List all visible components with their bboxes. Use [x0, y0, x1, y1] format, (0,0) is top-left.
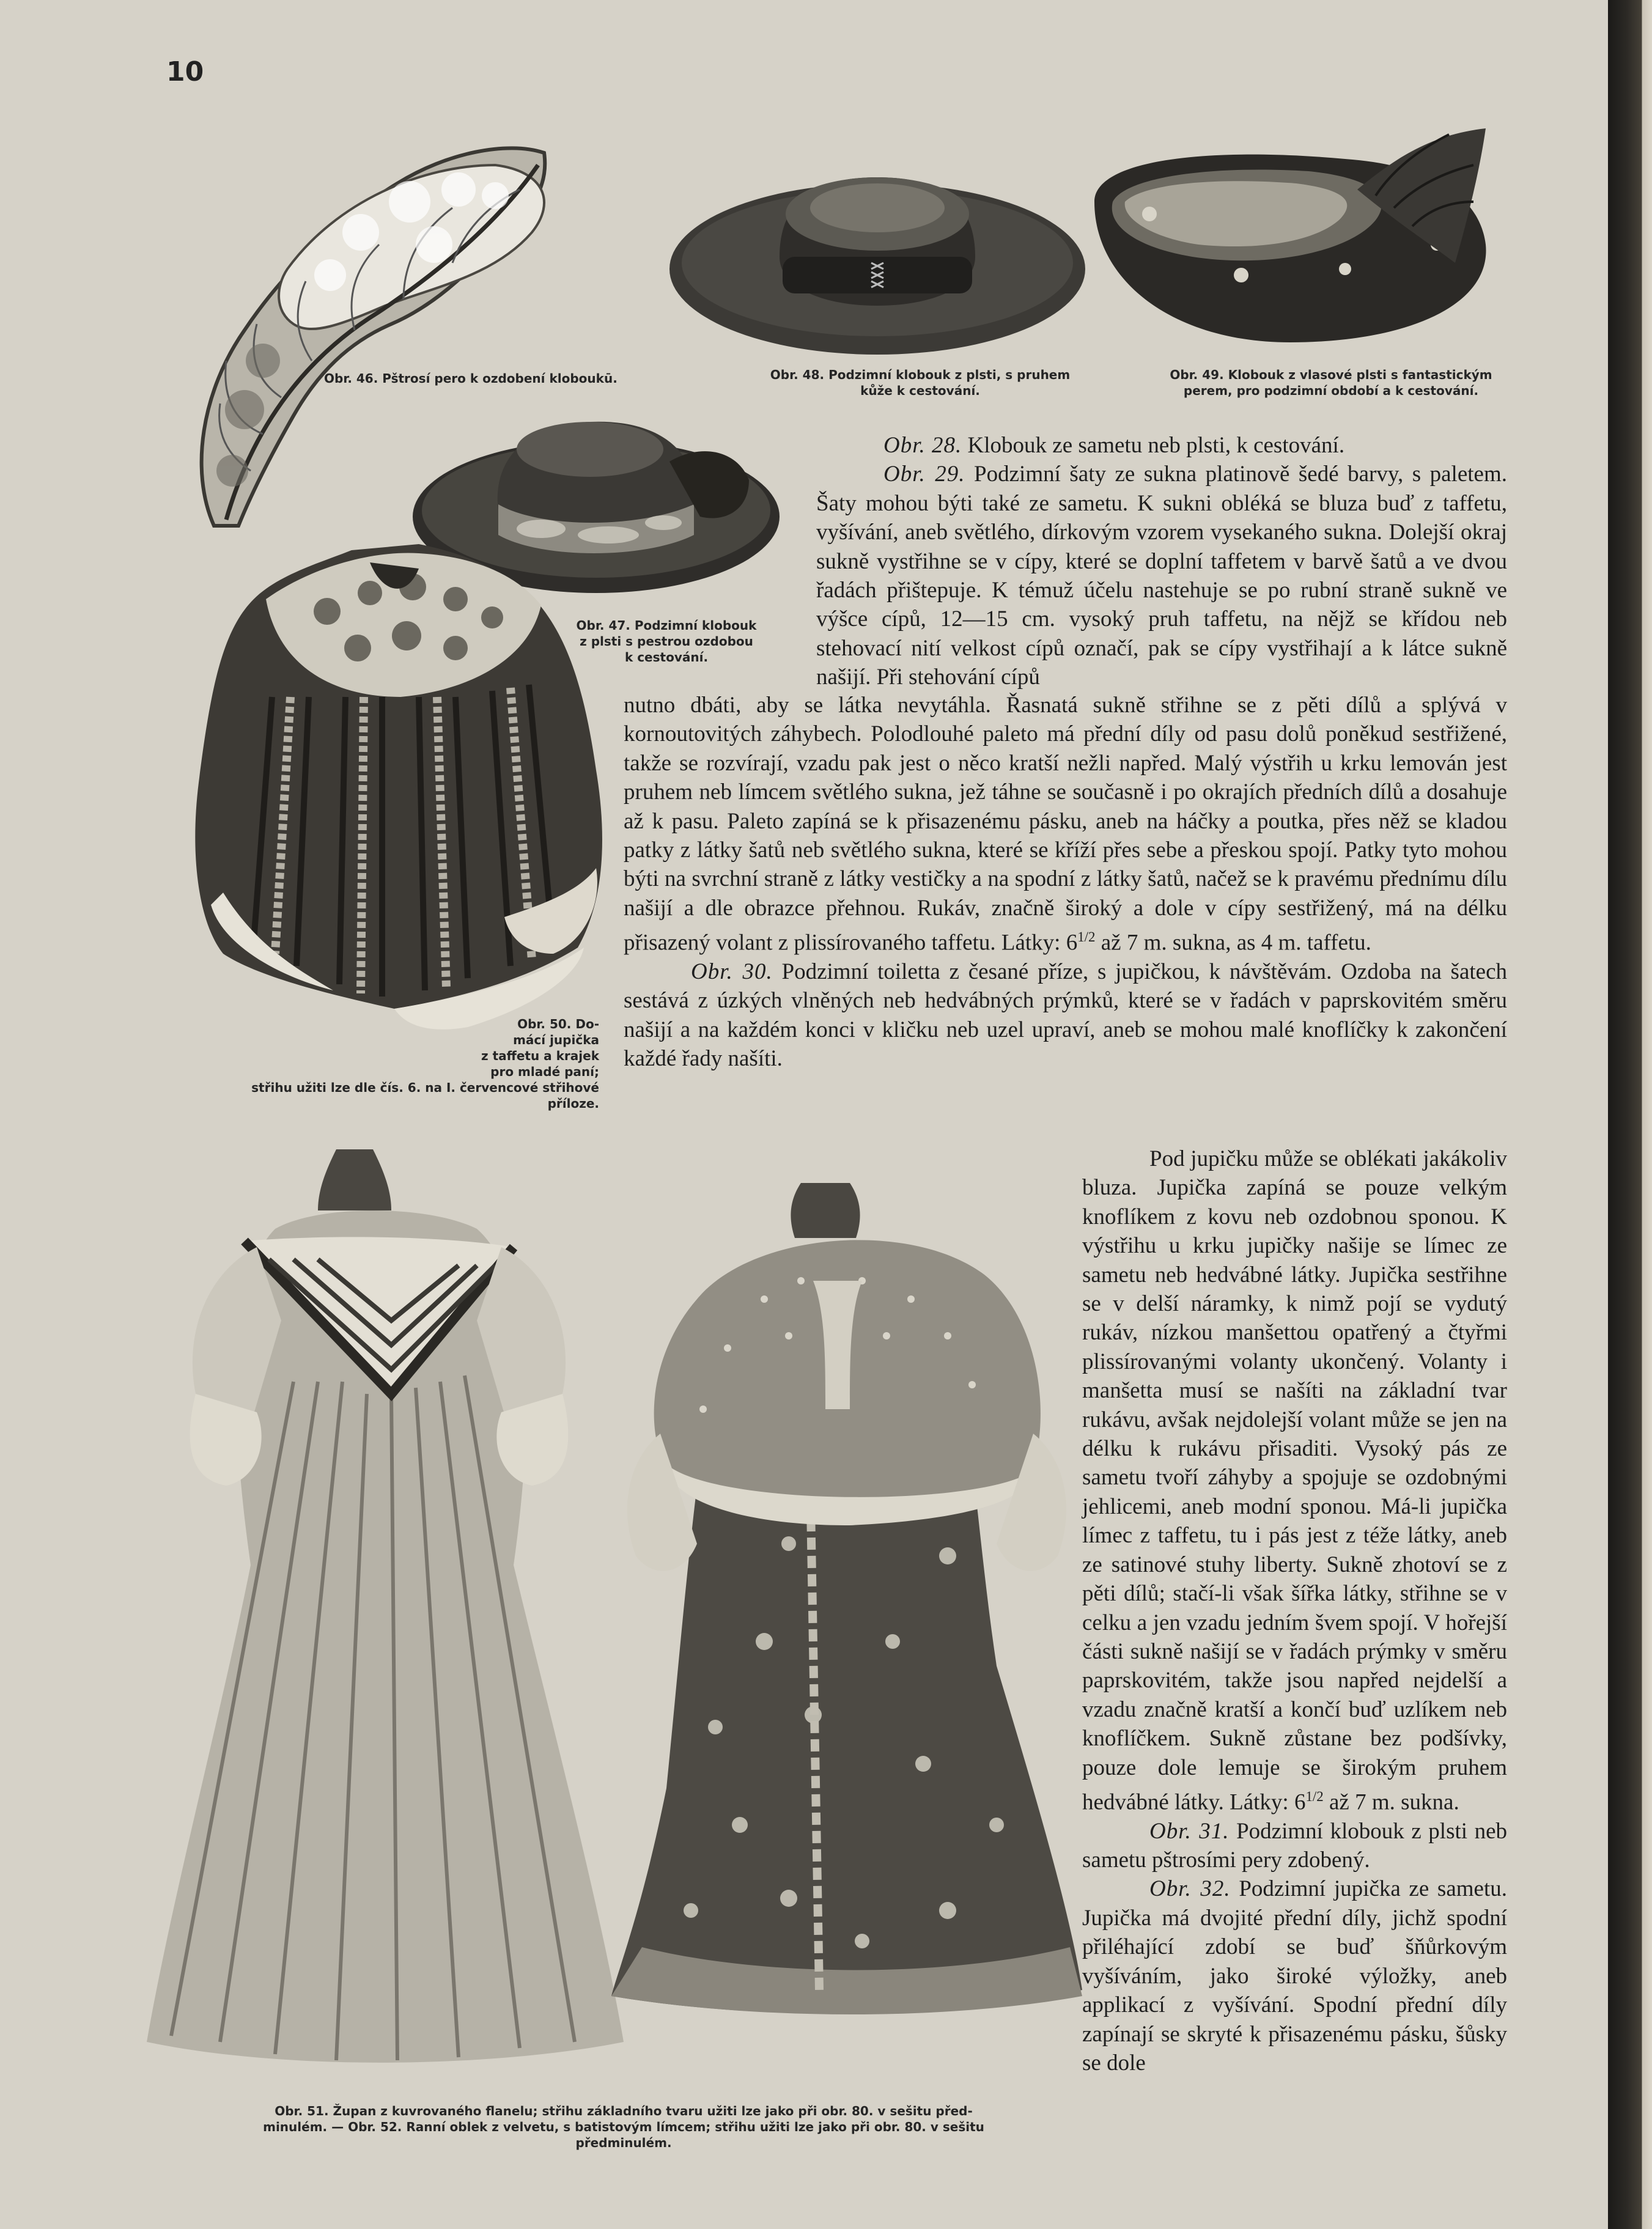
lace-cape-illustration	[186, 526, 608, 1039]
paragraph-fig28: Klobouk ze sametu neb plsti, k cestování.	[967, 433, 1345, 458]
paragraph-fig31: Podzimní klobouk z plsti neb sametu pštrosími pery zdobený.	[1082, 1818, 1507, 1873]
felt-hat-feather-illustration	[1088, 122, 1504, 361]
paragraph-fig30: Podzimní toiletta z česané příze, s jupičkou, k návštěvám. Ozdoba na šatech sestává z úzkých vlněných neb hedvábných prýmků, které se v řadách v paprskovitém směru našijí a na každém konci v kličku neb uzel upraví, aneb se mohou malé knoflíčky k zakončení každé řady našíti.	[624, 959, 1507, 1072]
text-narrow-column	[1082, 1144, 1507, 2077]
text-wide-block	[624, 691, 1507, 1074]
fig-ref-28: Obr. 28.	[883, 433, 962, 458]
caption-fig48: Obr. 48. Podzimní klobouk z plsti, s pruhem kůže k cestování.	[770, 367, 1071, 398]
paragraph-fig30-continued: Pod jupičku může se oblékati jakákoliv bluza. Jupička zapíná se pouze velkým knoflíkem z kovu neb ozdobnou sponou. K výstřihu u krku jupičky našije se límec ze sametu neb hedvábné látky. Jupička sestřihne se v delší náramky, k nimž pojí se vydutý rukáv, nízkou manšettou opatřený a čtyřmi plissírovanými volanty ukončený. Volanty i manšetta musí se našíti na základní tvar rukávu, avšak nejdolejší volant může se jen na délku k rukávu přisaditi. Vysoký pás ze sametu tvoří záhyby a spojuje se ozdobnými jehlicemi, aneb modní sponou. Má-li jupička límec z taffetu, tu i pás jest z téže látky, aneb ze satinové stuhy liberty. Sukně zhotoví se z pěti dílů; stačí-li však šířka látky, střihne se v celku a jen vzadu jedním švem spojí. V hořejší části sukně našijí se v řadách prýmky v směru paprskovitém, takže jsou napřed nejdelší a vzadu značně kratší a končí buď uzlíkem neb knoflíčkem. Sukně zůstane bez podšívky, pouze dole lemuje se širokým pruhem hedvábné látky. Látky:	[1082, 1146, 1507, 1815]
fraction-30: 1/2	[1305, 1788, 1324, 1804]
fraction-whole-30: 6	[1294, 1789, 1306, 1815]
fraction-29: 1/2	[1077, 929, 1096, 945]
text-column-top	[816, 431, 1507, 692]
paragraph-fig32: Podzimní jupička ze sametu. Jupička má dvojité přední díly, jichž spodní přiléhající zdobí se buď šňůrkovým vyšíváním, jako široké výložky, aneb applikací z vyšívání. Spodní přední díly zapínají se skryté k přisazenému pásku, šůsky se dole	[1082, 1876, 1507, 2076]
caption-fig50: Obr. 50. Do- mácí jupička z taffetu a krajek pro mladé paní; střihu užiti lze dle čís. 6. na I. červencové střihové příloze.	[251, 1017, 599, 1111]
fig-ref-30: Obr. 30.	[691, 959, 773, 984]
paragraph-fig30-end: až 7 m. sukna.	[1323, 1789, 1459, 1815]
paragraph-fig29-end: až 7 m. sukna, as 4 m. taffetu.	[1095, 930, 1371, 956]
caption-fig51-52: Obr. 51. Župan z kuvrovaného flanelu; střihu základního tvaru užiti lze jako při obr. 80. v sešitu před- minulém. — Obr. 52. Ranní oblek z velvetu, s batistovým límcem; střihu užiti lze jako při obr. 80. v sešitu předminulém.	[263, 2104, 984, 2150]
dressing-gown-illustration	[135, 1137, 636, 2072]
paragraph-fig29: Podzimní šaty ze sukna platinově šedé barvy, s paletem. Šaty mohou býti také ze sametu. K sukni obléká se bluza buď z taffetu, vyšívání, aneb světlého, dírkovým vzorem vysekaného sukna. Dolejší okraj sukně vystřihne se v cípy, které se doplní taffetem v barvě šatů a ve dvou řadách přištepuje. K témuž účelu nastehuje se po rubní straně sukně ve výšce cípů, 12—15 cm. vysoký pruh taffetu, na nějž se křídou neb stehovací nití velkost cípů označí, pak se cípy vystřihají a k látce sukně našijí. Při stehování cípů	[816, 462, 1507, 690]
fig-ref-29: Obr. 29.	[883, 462, 965, 487]
book-binding-edge	[1608, 0, 1652, 2229]
fig-ref-32: Obr. 32.	[1149, 1876, 1231, 1902]
wide-brim-hat-illustration	[663, 165, 1091, 361]
fraction-whole-29: 6	[1066, 930, 1078, 956]
caption-fig47: Obr. 47. Podzimní klobouk z plsti s pestrou ozdobou k cestování.	[576, 618, 757, 665]
caption-fig49: Obr. 49. Klobouk z vlasové plsti s fantastickým perem, pro podzimní období a k cestování.	[1170, 367, 1492, 398]
paragraph-fig29-continued: nutno dbáti, aby se látka nevytáhla. Řasnatá sukně střihne se z pěti dílů a splývá v kornoutovitých záhybech. Polodlouhé paleto má přední díly od pasu dolů poněkud sestřižené, takže se rozvírají, vzadu pak jest o něco kratší nežli napřed. Malý výstřih u krku lemován jest pruhem neb límcem světlého sukna, jež táhne se současně i po okrajích předních dílů a dosahuje až k pasu. Paleto zapíná se k přisazenému pásku, aneb na háčky a poutka, přes něž se kladou patky z látky šatů neb světlého sukna, které se kříží přes sebe a přeskou spojí. Patky tyto mohou býti na svrchní straně z látky vestičky a na spodní z látky šatů, načež se k pravému přednímu dílu našijí a dle obrazce přehnou. Rukáv, značně široký a dole v cípy sestřižený, má na délku přisazený volant z plissírovaného taffetu. Látky:	[624, 693, 1507, 956]
page-number: 10	[166, 56, 204, 87]
fig-ref-31: Obr. 31.	[1149, 1818, 1230, 1844]
floral-morning-dress-illustration	[605, 1177, 1088, 2021]
caption-fig46: Obr. 46. Pštrosí pero k ozdobení kloboukū.	[324, 371, 618, 386]
